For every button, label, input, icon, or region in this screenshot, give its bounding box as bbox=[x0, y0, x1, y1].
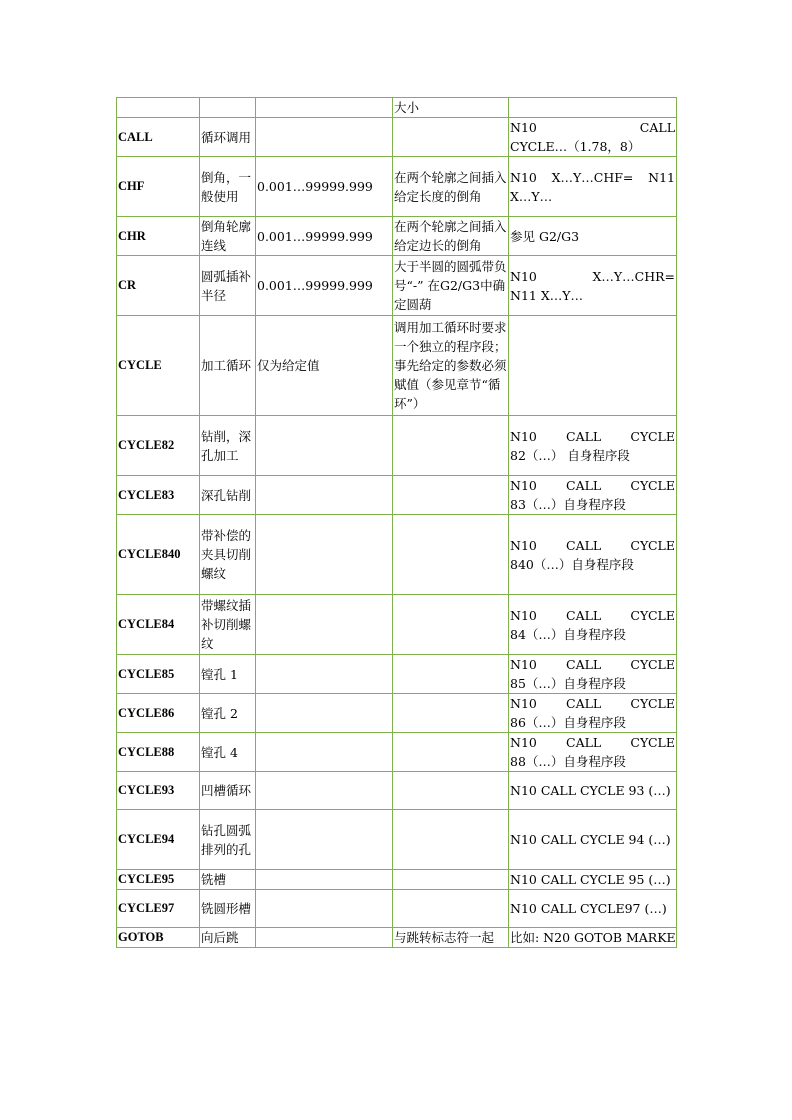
table-row bbox=[117, 118, 677, 157]
command-cell: CYCLE94 bbox=[117, 810, 200, 870]
description-cell: 铣圆形槽 bbox=[200, 890, 256, 928]
example-line bbox=[510, 694, 675, 713]
command-cell: CYCLE83 bbox=[117, 476, 200, 515]
value-range-cell: 0.001…99999.999 bbox=[256, 256, 393, 316]
table-row bbox=[117, 928, 677, 948]
description-cell: 倒角轮廓连线 bbox=[200, 217, 256, 256]
note-cell bbox=[393, 733, 509, 772]
example-line: 84（…）自身程序段 bbox=[510, 626, 626, 642]
example-line: 82（…） 自身程序段 bbox=[510, 447, 630, 463]
example-word: N10 bbox=[510, 696, 537, 711]
note-cell: 与跳转标志符一起 bbox=[393, 928, 509, 948]
example-line bbox=[510, 536, 675, 555]
value-range-cell bbox=[256, 416, 393, 476]
description-cell: 凹槽循环 bbox=[200, 772, 256, 810]
value-range-cell bbox=[256, 890, 393, 928]
value-range-cell bbox=[256, 98, 393, 118]
description-cell: 钻孔圆弧排列的孔 bbox=[200, 810, 256, 870]
description-cell: 镗孔 2 bbox=[200, 694, 256, 733]
example-word: X…Y…CHF= bbox=[551, 169, 634, 185]
description-cell: 深孔钻削 bbox=[200, 476, 256, 515]
command-cell: CYCLE82 bbox=[117, 416, 200, 476]
table-row bbox=[117, 98, 677, 118]
example-cell bbox=[509, 256, 677, 316]
command-cell: CYCLE97 bbox=[117, 890, 200, 928]
example-cell bbox=[509, 157, 677, 217]
example-cell bbox=[509, 928, 677, 948]
example-line: 840（…）自身程序段 bbox=[510, 556, 634, 572]
example-word: N11 bbox=[648, 169, 675, 185]
example-word: CYCLE bbox=[630, 696, 675, 711]
table-row bbox=[117, 810, 677, 870]
example-word: N10 bbox=[510, 120, 537, 135]
value-range-cell bbox=[256, 515, 393, 595]
table-row bbox=[117, 772, 677, 810]
description-cell: 铣槽 bbox=[200, 870, 256, 890]
value-range-cell bbox=[256, 928, 393, 948]
command-cell: CR bbox=[117, 256, 200, 316]
command-cell: GOTOB bbox=[117, 928, 200, 948]
example-line bbox=[510, 476, 675, 495]
example-line: CYCLE…（1.78，8） bbox=[510, 139, 641, 154]
command-cell: CYCLE95 bbox=[117, 870, 200, 890]
example-line bbox=[510, 118, 675, 137]
value-range-cell bbox=[256, 733, 393, 772]
example-cell bbox=[509, 118, 677, 157]
command-cell bbox=[117, 98, 200, 118]
example-line bbox=[510, 733, 675, 752]
example-cell bbox=[509, 655, 677, 694]
example-word: N10 bbox=[510, 735, 537, 750]
note-cell bbox=[393, 772, 509, 810]
example-line: N11 X…Y… bbox=[510, 287, 583, 303]
example-word: CALL bbox=[566, 735, 602, 750]
example-line: N10 CALL CYCLE 93 (…) bbox=[510, 783, 671, 798]
example-line: 88（…）自身程序段 bbox=[510, 754, 626, 769]
note-cell bbox=[393, 118, 509, 157]
example-cell bbox=[509, 595, 677, 655]
example-cell bbox=[509, 98, 677, 118]
command-cell: CYCLE88 bbox=[117, 733, 200, 772]
table-row bbox=[117, 416, 677, 476]
example-word: CALL bbox=[566, 478, 602, 493]
table-row bbox=[117, 870, 677, 890]
table-row bbox=[117, 157, 677, 217]
example-cell bbox=[509, 810, 677, 870]
note-cell bbox=[393, 655, 509, 694]
note-cell bbox=[393, 416, 509, 476]
example-word: CYCLE bbox=[630, 735, 675, 750]
description-cell: 加工循环 bbox=[200, 316, 256, 416]
command-table bbox=[116, 97, 677, 948]
table-row bbox=[117, 256, 677, 316]
table-row bbox=[117, 890, 677, 928]
example-word: N10 bbox=[510, 268, 537, 284]
example-line: X…Y… bbox=[510, 188, 553, 204]
command-cell: CHR bbox=[117, 217, 200, 256]
example-word: CYCLE bbox=[630, 478, 675, 493]
table-row bbox=[117, 217, 677, 256]
example-word: CALL bbox=[566, 657, 602, 672]
value-range-cell: 0.001…99999.999 bbox=[256, 217, 393, 256]
note-cell: 调用加工循环时要求一个独立的程序段；事先给定的参数必须赋值（参见章节“循环”） bbox=[393, 316, 509, 416]
example-word: CALL bbox=[566, 696, 602, 711]
command-cell: CHF bbox=[117, 157, 200, 217]
note-cell bbox=[393, 694, 509, 733]
table-row bbox=[117, 316, 677, 416]
example-word: N10 bbox=[510, 428, 537, 444]
example-cell bbox=[509, 515, 677, 595]
example-cell bbox=[509, 733, 677, 772]
note-cell bbox=[393, 595, 509, 655]
note-cell bbox=[393, 890, 509, 928]
example-cell bbox=[509, 890, 677, 928]
example-word: CALL bbox=[566, 607, 602, 623]
value-range-cell bbox=[256, 810, 393, 870]
description-cell: 带螺纹插补切削螺纹 bbox=[200, 595, 256, 655]
example-line bbox=[510, 427, 675, 446]
description-cell: 圆弧插补半径 bbox=[200, 256, 256, 316]
description-cell: 倒角，一般使用 bbox=[200, 157, 256, 217]
command-table-body bbox=[117, 98, 677, 948]
value-range-cell bbox=[256, 595, 393, 655]
description-cell bbox=[200, 98, 256, 118]
note-cell: 在两个轮廓之间插入给定边长的倒角 bbox=[393, 217, 509, 256]
command-cell: CYCLE85 bbox=[117, 655, 200, 694]
example-cell bbox=[509, 694, 677, 733]
example-word: CALL bbox=[639, 120, 675, 135]
value-range-cell bbox=[256, 772, 393, 810]
example-line: 比如: N20 GOTOB MARKE bbox=[510, 930, 676, 945]
description-cell: 向后跳 bbox=[200, 928, 256, 948]
value-range-cell: 0.001…99999.999 bbox=[256, 157, 393, 217]
table-row bbox=[117, 694, 677, 733]
example-line: N10 CALL CYCLE 95 (…) bbox=[510, 872, 671, 887]
value-range-cell: 仅为给定值 bbox=[256, 316, 393, 416]
example-line bbox=[510, 267, 675, 286]
command-cell: CALL bbox=[117, 118, 200, 157]
description-cell: 钻削，深孔加工 bbox=[200, 416, 256, 476]
example-line: 参见 G2/G3 bbox=[510, 228, 580, 244]
example-line bbox=[510, 606, 675, 625]
description-cell: 镗孔 1 bbox=[200, 655, 256, 694]
table-row bbox=[117, 733, 677, 772]
table-row bbox=[117, 476, 677, 515]
example-word: N10 bbox=[510, 537, 537, 553]
example-line bbox=[510, 655, 675, 674]
note-cell bbox=[393, 515, 509, 595]
value-range-cell bbox=[256, 118, 393, 157]
example-word: CYCLE bbox=[630, 428, 675, 444]
value-range-cell bbox=[256, 694, 393, 733]
note-cell: 大小 bbox=[393, 98, 509, 118]
command-cell: CYCLE bbox=[117, 316, 200, 416]
note-cell bbox=[393, 870, 509, 890]
command-cell: CYCLE86 bbox=[117, 694, 200, 733]
value-range-cell bbox=[256, 655, 393, 694]
value-range-cell bbox=[256, 870, 393, 890]
example-word: CYCLE bbox=[630, 657, 675, 672]
command-cell: CYCLE840 bbox=[117, 515, 200, 595]
table-row bbox=[117, 515, 677, 595]
example-word: N10 bbox=[510, 607, 537, 623]
example-line: 86（…）自身程序段 bbox=[510, 715, 626, 730]
example-cell bbox=[509, 416, 677, 476]
command-cell: CYCLE93 bbox=[117, 772, 200, 810]
example-word: CYCLE bbox=[630, 607, 675, 623]
description-cell: 镗孔 4 bbox=[200, 733, 256, 772]
example-word: N10 bbox=[510, 657, 537, 672]
example-word: N10 bbox=[510, 169, 537, 185]
note-cell: 在两个轮廓之间插入给定长度的倒角 bbox=[393, 157, 509, 217]
example-cell bbox=[509, 476, 677, 515]
example-word: N10 bbox=[510, 478, 537, 493]
example-word: X…Y…CHR= bbox=[592, 268, 675, 284]
note-cell bbox=[393, 476, 509, 515]
example-cell bbox=[509, 870, 677, 890]
example-cell bbox=[509, 217, 677, 256]
note-cell bbox=[393, 810, 509, 870]
example-line: N10 CALL CYCLE97 (…) bbox=[510, 901, 667, 916]
example-word: CYCLE bbox=[630, 537, 675, 553]
example-cell bbox=[509, 316, 677, 416]
example-cell bbox=[509, 772, 677, 810]
example-word: CALL bbox=[566, 428, 602, 444]
note-cell: 大于半圆的圆弧带负号“-” 在G2/G3中确定圆葫 bbox=[393, 256, 509, 316]
example-word: CALL bbox=[566, 537, 602, 553]
example-line bbox=[510, 168, 675, 187]
example-line: 85（…）自身程序段 bbox=[510, 676, 626, 691]
description-cell: 循环调用 bbox=[200, 118, 256, 157]
example-line: 83（…）自身程序段 bbox=[510, 497, 626, 512]
table-row bbox=[117, 655, 677, 694]
table-row bbox=[117, 595, 677, 655]
value-range-cell bbox=[256, 476, 393, 515]
command-cell: CYCLE84 bbox=[117, 595, 200, 655]
description-cell: 带补偿的夹具切削螺纹 bbox=[200, 515, 256, 595]
example-line: N10 CALL CYCLE 94 (…) bbox=[510, 832, 671, 847]
